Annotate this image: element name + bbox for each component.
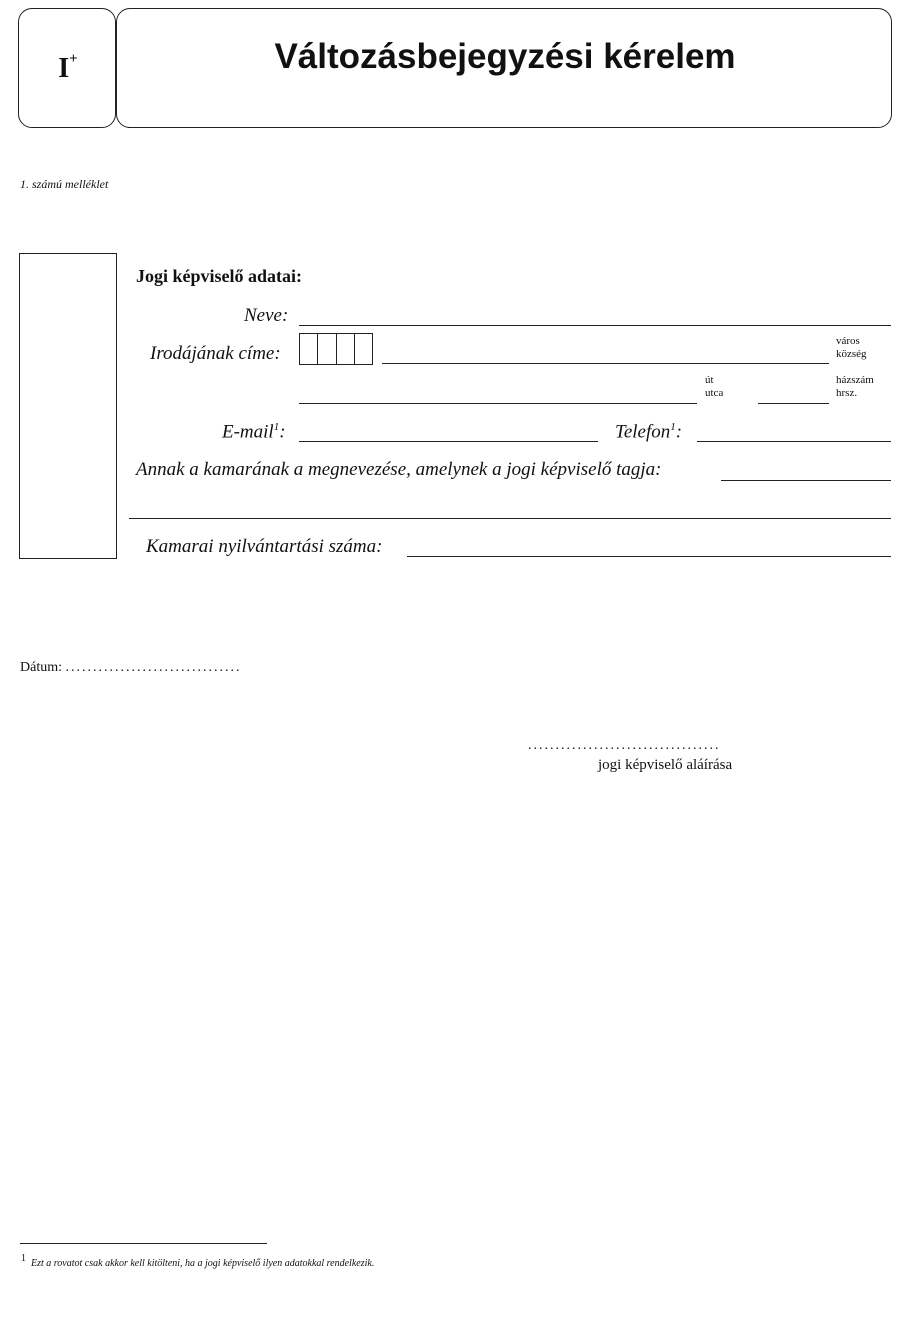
house-number-field[interactable] <box>758 403 829 404</box>
registry-label: Kamarai nyilvántartási száma: <box>146 536 383 557</box>
page-title: Változásbejegyzési kérelem <box>274 37 736 76</box>
name-field[interactable] <box>299 325 891 326</box>
chamber-field-continued[interactable] <box>129 518 891 519</box>
name-label: Neve: <box>244 305 289 326</box>
signature-label: jogi képviselő aláírása <box>598 757 733 773</box>
footnote-text: Ezt a rovatot csak akkor kell kitölteni, ha a jogi képviselő ilyen adatokkal rendelkezik. <box>31 1258 375 1269</box>
signature-field[interactable]: ................................... <box>528 738 721 753</box>
footnote-divider <box>20 1243 267 1244</box>
side-stamp-box <box>19 253 117 559</box>
address-label: Irodájának címe: <box>150 343 281 364</box>
street-hint: út utca <box>705 374 724 399</box>
registry-number-field[interactable] <box>407 556 891 557</box>
form-code: I+ <box>58 50 78 84</box>
city-hint: város község <box>836 335 867 360</box>
footnote-mark: 1 <box>21 1253 26 1264</box>
postal-code-boxes[interactable] <box>299 333 373 365</box>
phone-field[interactable] <box>697 441 891 442</box>
street-field[interactable] <box>299 403 697 404</box>
chamber-field[interactable] <box>721 480 891 481</box>
annex-note: 1. számú melléklet <box>20 177 109 191</box>
date-label: Dátum: <box>20 660 62 675</box>
date-line <box>20 660 242 676</box>
city-field[interactable] <box>382 363 829 364</box>
email-label: E-mail$^1$: <box>222 421 286 443</box>
form-code-box <box>18 8 116 128</box>
date-field[interactable]: ................................ <box>65 660 242 675</box>
phone-label: Telefon$^1$: <box>615 421 683 443</box>
email-field[interactable] <box>299 441 598 442</box>
house-number-hint: házszám hrsz. <box>836 374 874 399</box>
chamber-label: Annak a kamarának a megnevezése, amelynek a jogi képviselő tagja: <box>136 459 662 480</box>
title-box <box>116 8 892 128</box>
section-title: Jogi képviselő adatai: <box>136 266 303 286</box>
